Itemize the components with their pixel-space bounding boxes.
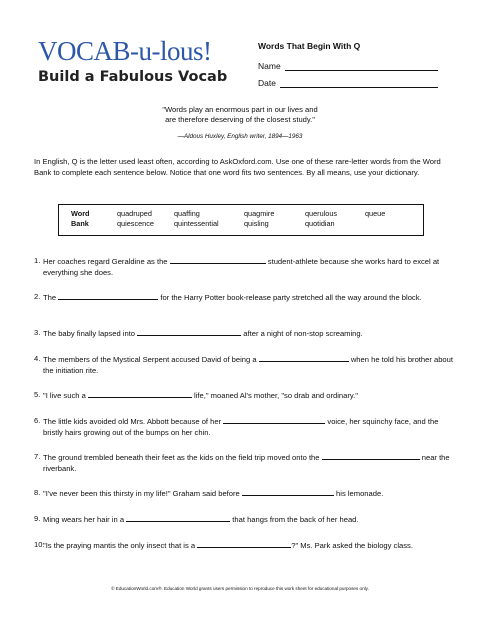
word-bank-word: quisling [244, 219, 269, 228]
question-text: The members of the Mystical Serpent accused David of being a [43, 355, 257, 364]
answer-blank[interactable] [170, 256, 266, 264]
answer-blank[interactable] [88, 390, 192, 398]
question-text: for the Harry Potter book-release party stretched all the way around the block. [160, 293, 422, 302]
date-field[interactable] [280, 78, 438, 88]
quote-attribution: —Aldous Huxley, English writer, 1894—1963 [177, 133, 303, 140]
worksheet-header [258, 41, 438, 91]
question-text: when he told his brother about the initiation rite. [43, 355, 453, 375]
logo-title: VOCAB-u-lous! [38, 36, 212, 66]
word-bank-word: quintessential [174, 219, 219, 228]
question-number: 9. [34, 514, 41, 523]
question-number: 1. [34, 256, 41, 265]
quote-line-1: "Words play an enormous part in our lives and [162, 105, 318, 114]
question-number: 7. [34, 452, 41, 461]
question-text: life," moaned Al's mother, "so drab and ordinary." [194, 391, 358, 400]
question-text: near the riverbank. [43, 453, 450, 473]
word-bank-word: quadruped [117, 209, 152, 218]
question-item [34, 514, 454, 526]
question-text: voice, her squinchy face, and the bristly hairs growing out of the bumps on her chin. [43, 417, 439, 437]
question-number: 3. [34, 328, 41, 337]
name-field[interactable] [285, 61, 438, 71]
question-number: 5. [34, 390, 41, 399]
answer-blank[interactable] [223, 416, 325, 424]
word-bank-word: querulous [305, 209, 338, 218]
name-label: Name [258, 61, 281, 71]
question-item [34, 256, 454, 278]
word-bank [58, 204, 424, 236]
answer-blank[interactable] [137, 328, 241, 336]
answer-blank[interactable] [242, 488, 334, 496]
question-text: "I've never been this thirsty in my life!" Graham said before [43, 489, 240, 498]
word-bank-label-line-1: Word [71, 209, 90, 218]
word-bank-word: quagmire [244, 209, 275, 218]
question-text: The [43, 293, 57, 302]
answer-blank[interactable] [58, 292, 158, 300]
answer-blank[interactable] [259, 354, 349, 362]
name-row [258, 57, 438, 71]
answer-blank[interactable] [322, 452, 420, 460]
question-text: ?" Ms. Park asked the biology class. [291, 541, 413, 550]
question-item [34, 292, 454, 304]
question-item [34, 540, 454, 552]
logo [38, 38, 248, 86]
question-text: that hangs from the back of her head. [232, 515, 359, 524]
word-bank-word: quaffing [174, 209, 200, 218]
question-item [34, 390, 454, 402]
question-text: Her coaches regard Geraldine as the [43, 257, 168, 266]
question-text: The ground trembled beneath their feet as the kids on the field trip moved onto the [43, 453, 320, 462]
question-text: Ming wears her hair in a [43, 515, 125, 524]
question-item [34, 354, 454, 376]
question-text: after a night of non-stop screaming. [243, 329, 363, 338]
word-bank-word: quotidian [305, 219, 335, 228]
date-label: Date [258, 78, 276, 88]
date-row [258, 74, 438, 88]
question-text: student-athlete because she works hard to excel at everything she does. [43, 257, 440, 277]
question-text: his lemonade. [336, 489, 384, 498]
logo-subtitle: Build a Fabulous Vocab [38, 69, 228, 85]
question-number: 4. [34, 354, 41, 363]
answer-blank[interactable] [126, 514, 230, 522]
worksheet-title-text: Words That Begin With Q [258, 41, 361, 51]
question-number: 2. [34, 292, 41, 301]
question-text: "Is the praying mantis the only insect that is a [43, 541, 196, 550]
word-bank-word: queue [365, 209, 386, 218]
copyright-footer: © EducationWorld.com®. Education World grants users permission to reproduce this work sheet for educational purposes only. [111, 586, 369, 591]
quote [100, 105, 380, 142]
word-bank-label-line-2: Bank [71, 218, 89, 228]
word-bank-word: quiescence [117, 219, 154, 228]
question-item [34, 488, 454, 500]
question-text: The baby finally lapsed into [43, 329, 136, 338]
question-item [34, 328, 454, 340]
question-number: 6. [34, 416, 41, 425]
word-bank-label [71, 209, 90, 228]
question-item [34, 416, 454, 438]
answer-blank[interactable] [197, 540, 291, 548]
worksheet-title [258, 41, 438, 51]
question-item [34, 452, 454, 474]
question-text: "I live such a [43, 391, 86, 400]
question-number: 8. [34, 488, 41, 497]
instructions: In English, Q is the letter used least often, according to AskOxford.com. Use one of these rare-letter words from the Word Bank to complete each sentence below. Notice that one word fits two sentences. By all means, use your dictionary. [34, 157, 441, 177]
question-text: The little kids avoided old Mrs. Abbott because of her [43, 417, 222, 426]
quote-line-2: are therefore deserving of the closest study." [165, 115, 315, 124]
question-number: 10. [34, 540, 45, 549]
